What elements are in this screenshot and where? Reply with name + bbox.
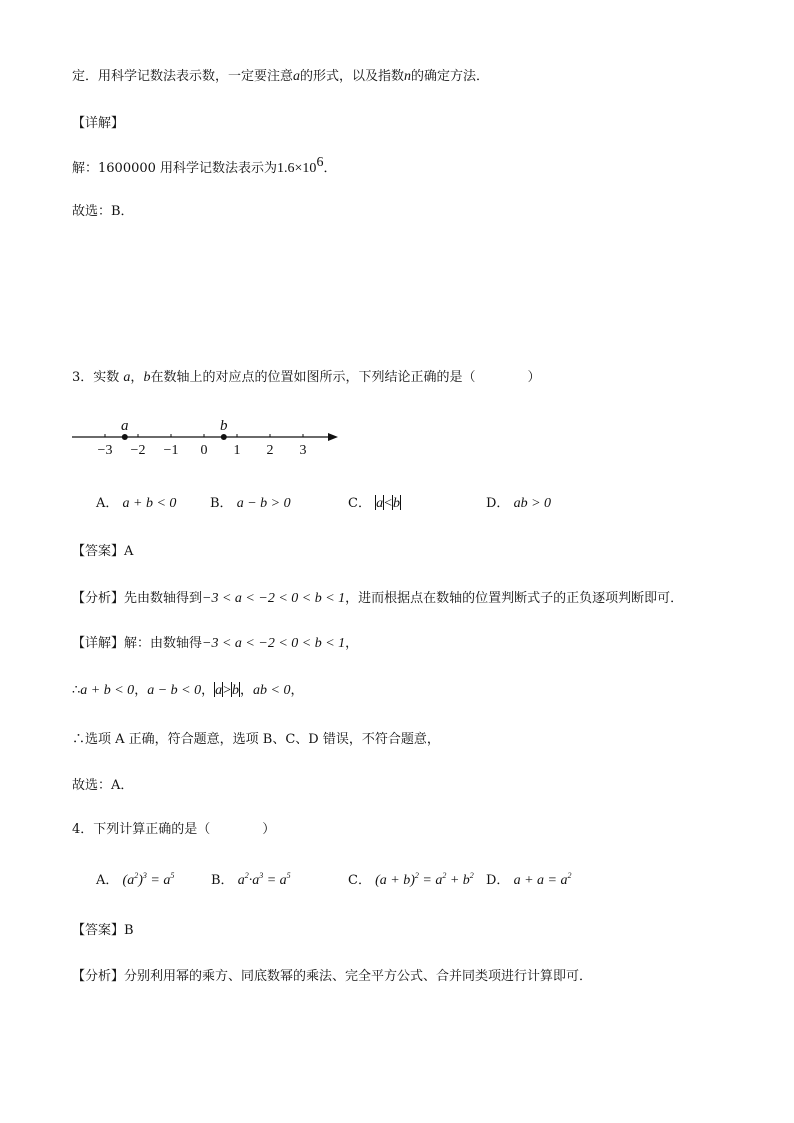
q3-option-a: A． a + b < 0 [96,496,177,511]
q3-answer: 【答案】A [72,544,134,559]
var-n: n [404,69,412,84]
q3-therefore-1: ∴a + b < 0，a − b < 0，a>b，ab < 0， [72,683,304,698]
var-a: a [293,69,301,84]
q4-answer: 【答案】B [72,923,134,938]
number-line-point-b-label: b [220,418,228,434]
q4-option-c: C． $(a + b)^2 = a^2 + b^2$ [348,871,474,888]
q3-stem: 3．实数 a，b在数轴上的对应点的位置如图所示，下列结论正确的是（ ） [72,370,541,385]
number-line-point-b [221,434,227,440]
q3-analysis: 【分析】先由数轴得到−3 < a < −2 < 0 < b < 1，进而根据点在数轴的位置判断式子的正负逐项判断即可． [72,591,684,606]
q3-therefore-2: ∴选项 A 正确，符合题意，选项 B、C、D 错误，不符合题意， [72,732,440,747]
q3-option-d: D． ab > 0 [486,496,552,511]
q3-detail: 【详解】解：由数轴得−3 < a < −2 < 0 < b < 1， [72,636,359,651]
number-line-tick-label: 2 [266,443,274,458]
q3-option-b: B． a − b > 0 [210,496,291,511]
number-line-tick-label: −2 [130,443,146,458]
q4-option-b: B． $a^2\cdot a^3 = a^5$ [211,871,291,888]
number-line-figure [72,412,352,462]
number-line-tick-label: 0 [200,443,208,458]
q3-choose: 故选：A． [72,778,134,793]
q4-option-d: D． $a + a = a^2$ [486,871,572,888]
number-line-tick-label: 3 [299,443,307,458]
number-line-tick-label: 1 [233,443,241,458]
intro-line: 定．用科学记数法表示数，一定要注意a的形式，以及指数n的确定方法． [72,69,490,84]
solution-line: 解：1600000 用科学记数法表示为$1.6\times 10^6$． [72,155,337,176]
number-line-tick-label: −1 [163,443,179,458]
number-line-ticks [98,434,307,458]
q3-option-c: C． a<b [348,496,400,511]
q4-analysis: 【分析】分别利用幂的乘方、同底数幂的乘法、完全平方公式、合并同类项进行计算即可． [72,969,593,984]
q4-option-a: A． $(a^2)^3 = a^5$ [96,871,175,888]
number-line-arrow-icon [328,433,338,441]
detail-heading: 【详解】 [72,116,125,131]
number-line-tick-label: −3 [97,443,113,458]
number-line-point-a-label: a [121,418,129,434]
number-line-point-a [122,434,128,440]
choose-b-line: 故选：B． [72,204,134,219]
q4-stem: 4．下列计算正确的是（ ） [72,822,276,837]
